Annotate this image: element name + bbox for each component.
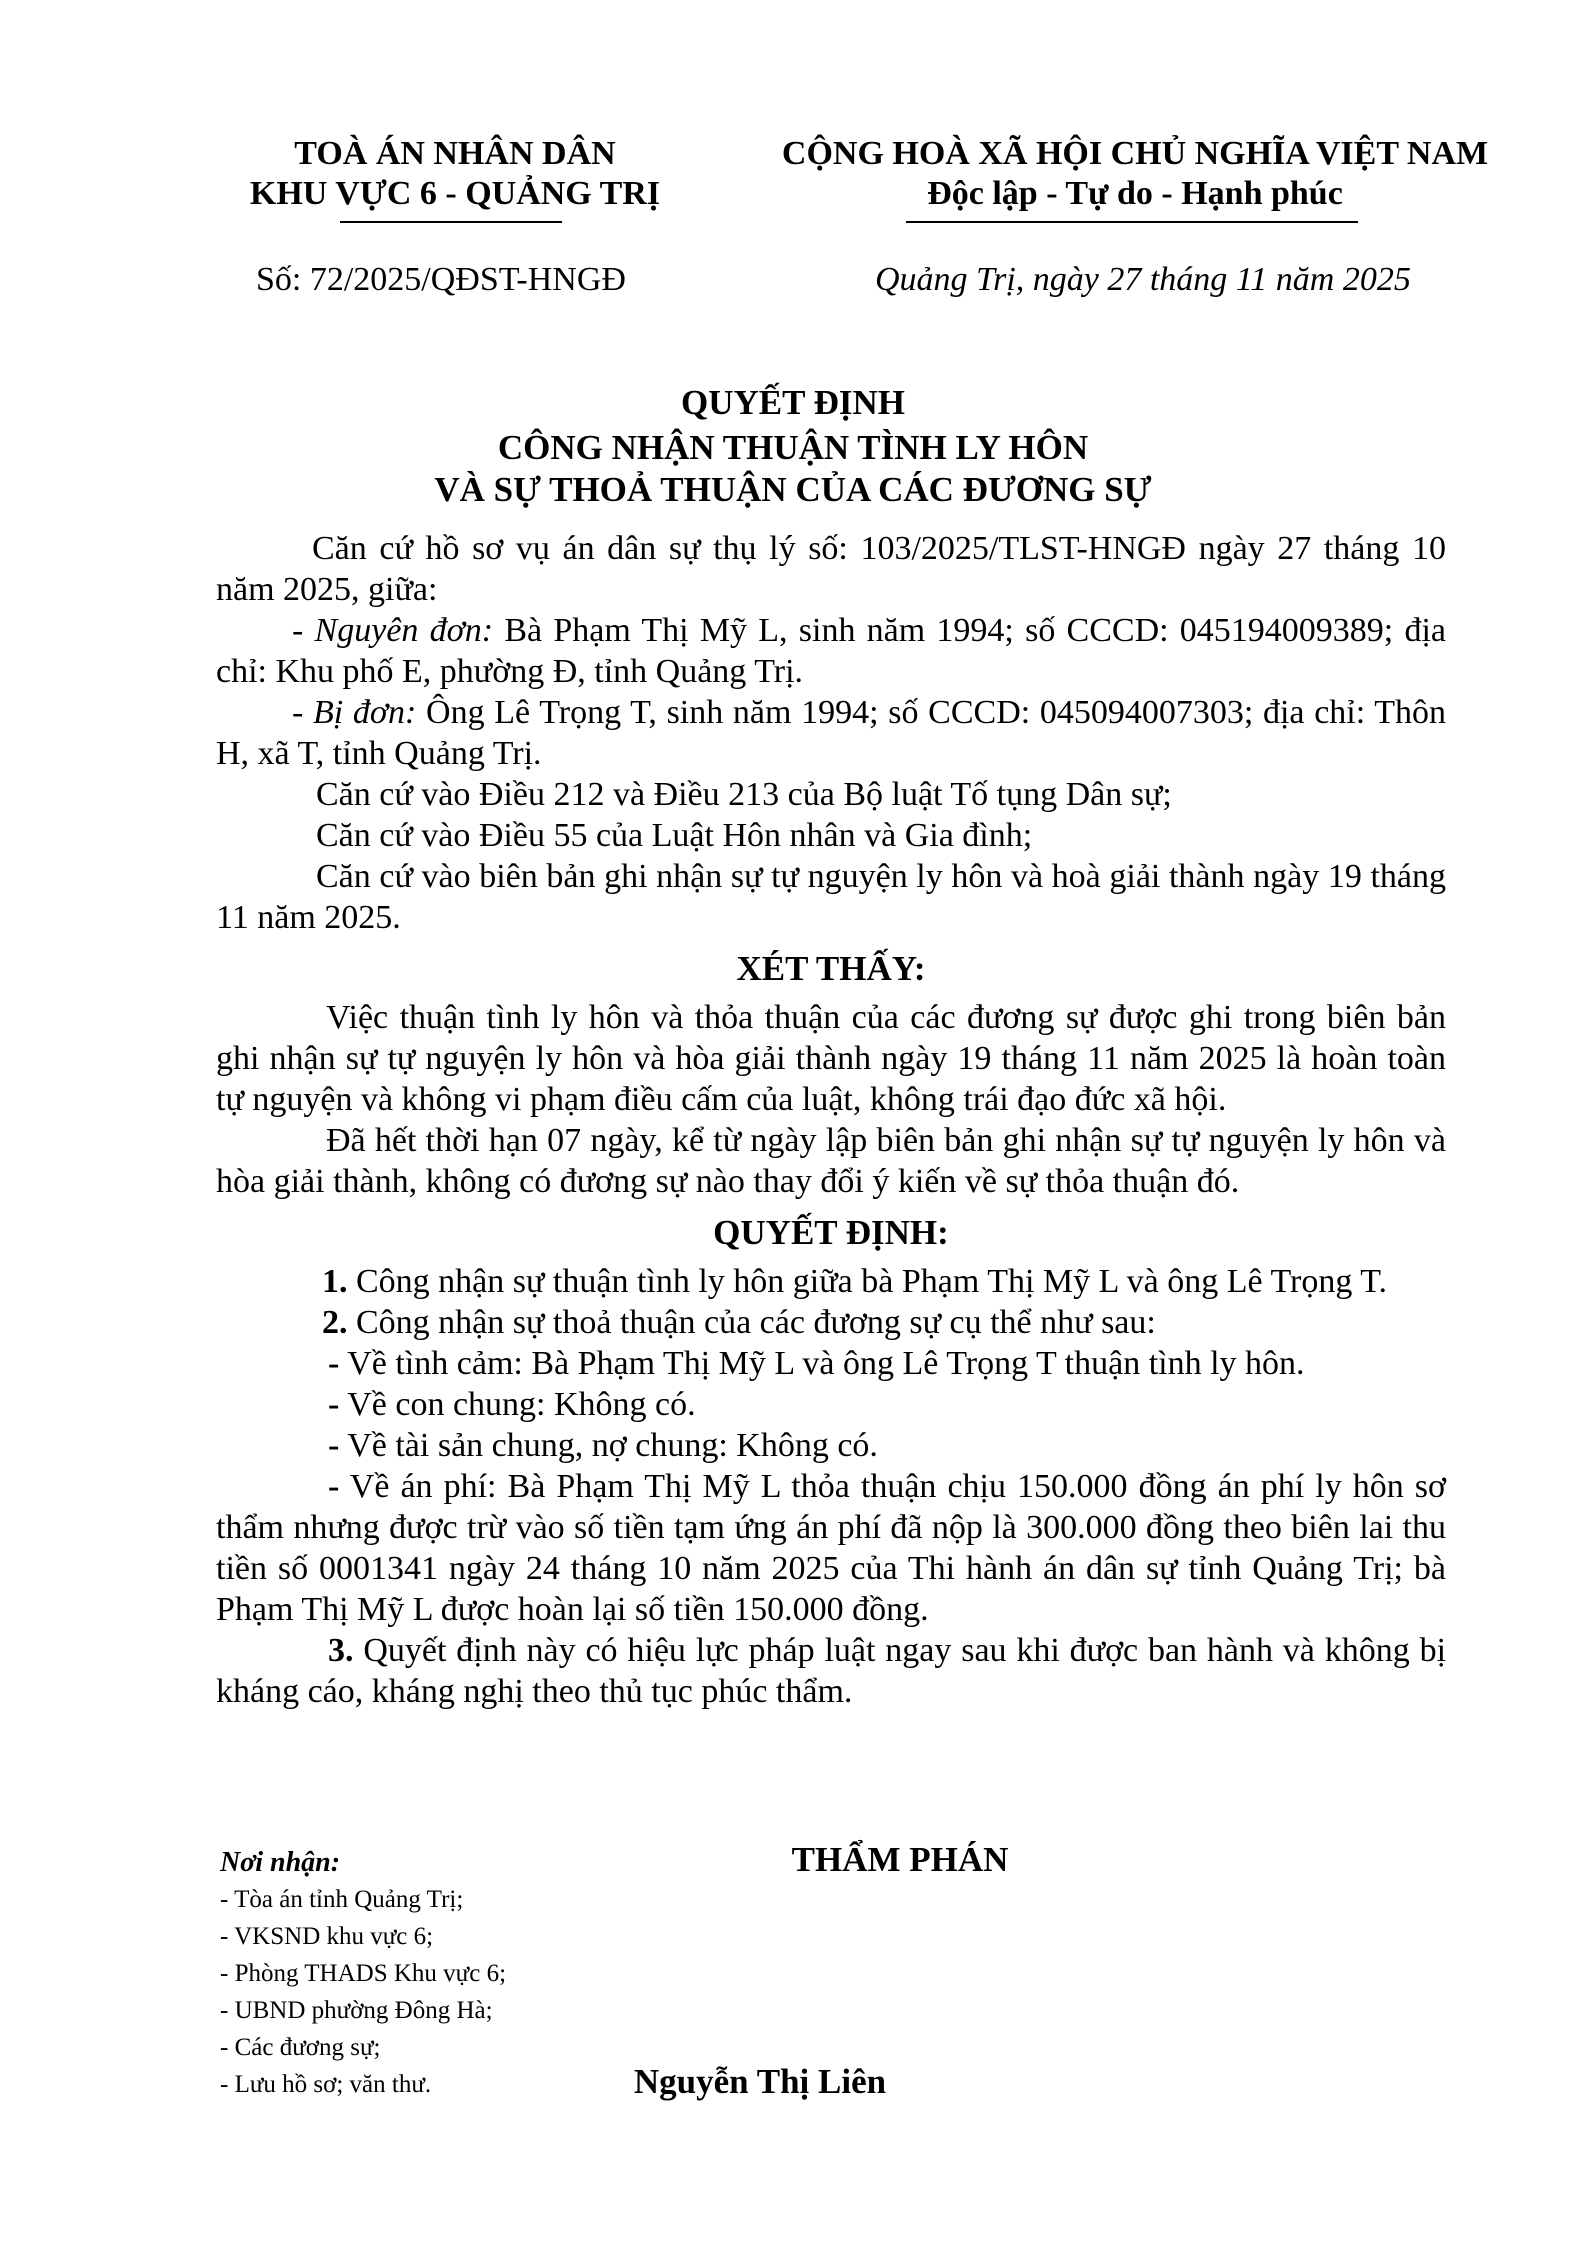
court-underline <box>340 221 562 223</box>
court-district: KHU VỰC 6 - QUẢNG TRỊ <box>249 175 661 212</box>
document-body <box>216 528 1446 1712</box>
document-number: Số: 72/2025/QĐST-HNGĐ <box>256 261 626 298</box>
decision-item-2-text: Công nhận sự thoả thuận của các đương sự cụ thể như sau: <box>356 1304 1156 1341</box>
preamble-basis-3: Căn cứ vào biên bản ghi nhận sự tự nguyện ly hôn và hoà giải thành ngày 19 tháng 11 năm 2025. <box>216 858 1446 936</box>
nation-name: CỘNG HOÀ XÃ HỘI CHỦ NGHĨA VIỆT NAM <box>781 135 1489 172</box>
decision-heading: QUYẾT ĐỊNH: <box>713 1213 949 1252</box>
bullet-dash: - <box>328 1345 340 1382</box>
decision-sub-1-text: Về tình cảm: Bà Phạm Thị Mỹ L và ông Lê Trọng T thuận tình ly hôn. <box>347 1345 1305 1382</box>
decision-item-1 <box>216 1261 1446 1302</box>
decision-item-2-number: 2. <box>322 1304 348 1341</box>
decision-sub-2-text: Về con chung: Không có. <box>347 1386 696 1423</box>
decision-sub-3-text: Về tài sản chung, nợ chung: Không có. <box>347 1427 878 1464</box>
decision-item-3-text: Quyết định này có hiệu lực pháp luật ngay sau khi được ban hành và không bị kháng cáo, kháng nghị theo thủ tục phúc thẩm. <box>216 1632 1447 1710</box>
preamble-defendant: - Bị đơn: Ông Lê Trọng T, sinh năm 1994; số CCCD: 045094007303; địa chỉ: Thôn H, xã T, tỉnh Quảng Trị. <box>216 694 1447 772</box>
preamble-plaintiff: - Nguyên đơn: Bà Phạm Thị Mỹ L, sinh năm 1994; số CCCD: 045194009389; địa chỉ: Khu phố E, phường Đ, tỉnh Quảng Trị. <box>216 612 1447 690</box>
signature-title: THẨM PHÁN <box>791 1840 1009 1879</box>
decision-item-1-text: Công nhận sự thuận tình ly hôn giữa bà Phạm Thị Mỹ L và ông Lê Trọng T. <box>356 1263 1388 1300</box>
recipient-item: - Phòng THADS Khu vực 6; <box>220 1960 507 1987</box>
recipient-item: - VKSND khu vực 6; <box>220 1923 434 1950</box>
decision-item-1-number: 1. <box>322 1263 348 1300</box>
plaintiff-text: Bà Phạm Thị Mỹ L, sinh năm 1994; số CCCD: 045194009389; địa chỉ: Khu phố E, phường Đ, tỉnh Quảng Trị. <box>216 612 1447 690</box>
decision-subtitle-2: VÀ SỰ THOẢ THUẬN CỦA CÁC ĐƯƠNG SỰ <box>434 470 1152 509</box>
preamble-case: Căn cứ hồ sơ vụ án dân sự thụ lý số: 103/2025/TLST-HNGĐ ngày 27 tháng 10 năm 2025, giữa: <box>216 530 1446 608</box>
decision-item-2 <box>216 1302 1446 1343</box>
decision-item-3 <box>216 1630 1446 1712</box>
bullet-dash: - <box>328 1386 340 1423</box>
nation-motto: Độc lập - Tự do - Hạnh phúc <box>927 175 1343 212</box>
decision-sub-4 <box>216 1466 1446 1630</box>
decision-item-3-number: 3. <box>328 1632 354 1669</box>
decision-sub-1 <box>216 1343 1446 1384</box>
bullet-dash: - <box>328 1468 340 1505</box>
signer-name: Nguyễn Thị Liên <box>633 2062 887 2101</box>
defendant-label: Bị đơn: <box>313 694 417 731</box>
decision-subtitle-1: CÔNG NHẬN THUẬN TÌNH LY HÔN <box>497 428 1089 467</box>
preamble-basis-2: Căn cứ vào Điều 55 của Luật Hôn nhân và Gia đình; <box>316 817 1033 854</box>
decision-title: QUYẾT ĐỊNH <box>681 383 905 422</box>
defendant-text: Ông Lê Trọng T, sinh năm 1994; số CCCD: 045094007303; địa chỉ: Thôn H, xã T, tỉnh Quảng Trị. <box>216 694 1447 772</box>
recipient-item: - Lưu hồ sơ; văn thư. <box>220 2071 432 2098</box>
decision-sub-3 <box>216 1425 1446 1466</box>
recipient-item: - Tòa án tỉnh Quảng Trị; <box>220 1886 464 1913</box>
bullet-dash: - <box>328 1427 340 1464</box>
motto-underline <box>906 221 1358 223</box>
findings-paragraph-1: Việc thuận tình ly hôn và thỏa thuận của các đương sự được ghi trong biên bản ghi nhận sự tự nguyện ly hôn và hòa giải thành ngày 19 tháng 11 năm 2025 là hoàn toàn tự nguyện và không vi phạm điều cấm của luật, không trái đạo đức xã hội. <box>216 999 1446 1118</box>
decision-sub-4-text: Về án phí: Bà Phạm Thị Mỹ L thỏa thuận chịu 150.000 đồng án phí ly hôn sơ thẩm nhưng được trừ vào số tiền tạm ứng án phí đã nộp là 300.000 đồng theo biên lai thu tiền số 0001341 ngày 24 tháng 10 năm 2025 của Thi hành án dân sự tỉnh Quảng Trị; bà Phạm Thị Mỹ L được hoàn lại số tiền 150.000 đồng. <box>216 1468 1446 1628</box>
recipients-block <box>220 1844 506 2103</box>
recipients-label: Nơi nhận: <box>220 1847 341 1878</box>
decision-sub-2 <box>216 1384 1446 1425</box>
recipient-item: - Các đương sự; <box>220 2034 381 2061</box>
findings-heading: XÉT THẤY: <box>736 949 926 988</box>
findings-paragraph-2: Đã hết thời hạn 07 ngày, kể từ ngày lập biên bản ghi nhận sự tự nguyện ly hôn và hòa giải thành, không có đương sự nào thay đổi ý kiến về sự thỏa thuận đó. <box>216 1122 1446 1200</box>
document-date: Quảng Trị, ngày 27 tháng 11 năm 2025 <box>875 261 1411 298</box>
court-name: TOÀ ÁN NHÂN DÂN <box>294 135 616 172</box>
plaintiff-label: Nguyên đơn: <box>314 612 494 649</box>
preamble-basis-1: Căn cứ vào Điều 212 và Điều 213 của Bộ luật Tố tụng Dân sự; <box>316 776 1172 813</box>
recipient-item: - UBND phường Đông Hà; <box>220 1997 493 2024</box>
